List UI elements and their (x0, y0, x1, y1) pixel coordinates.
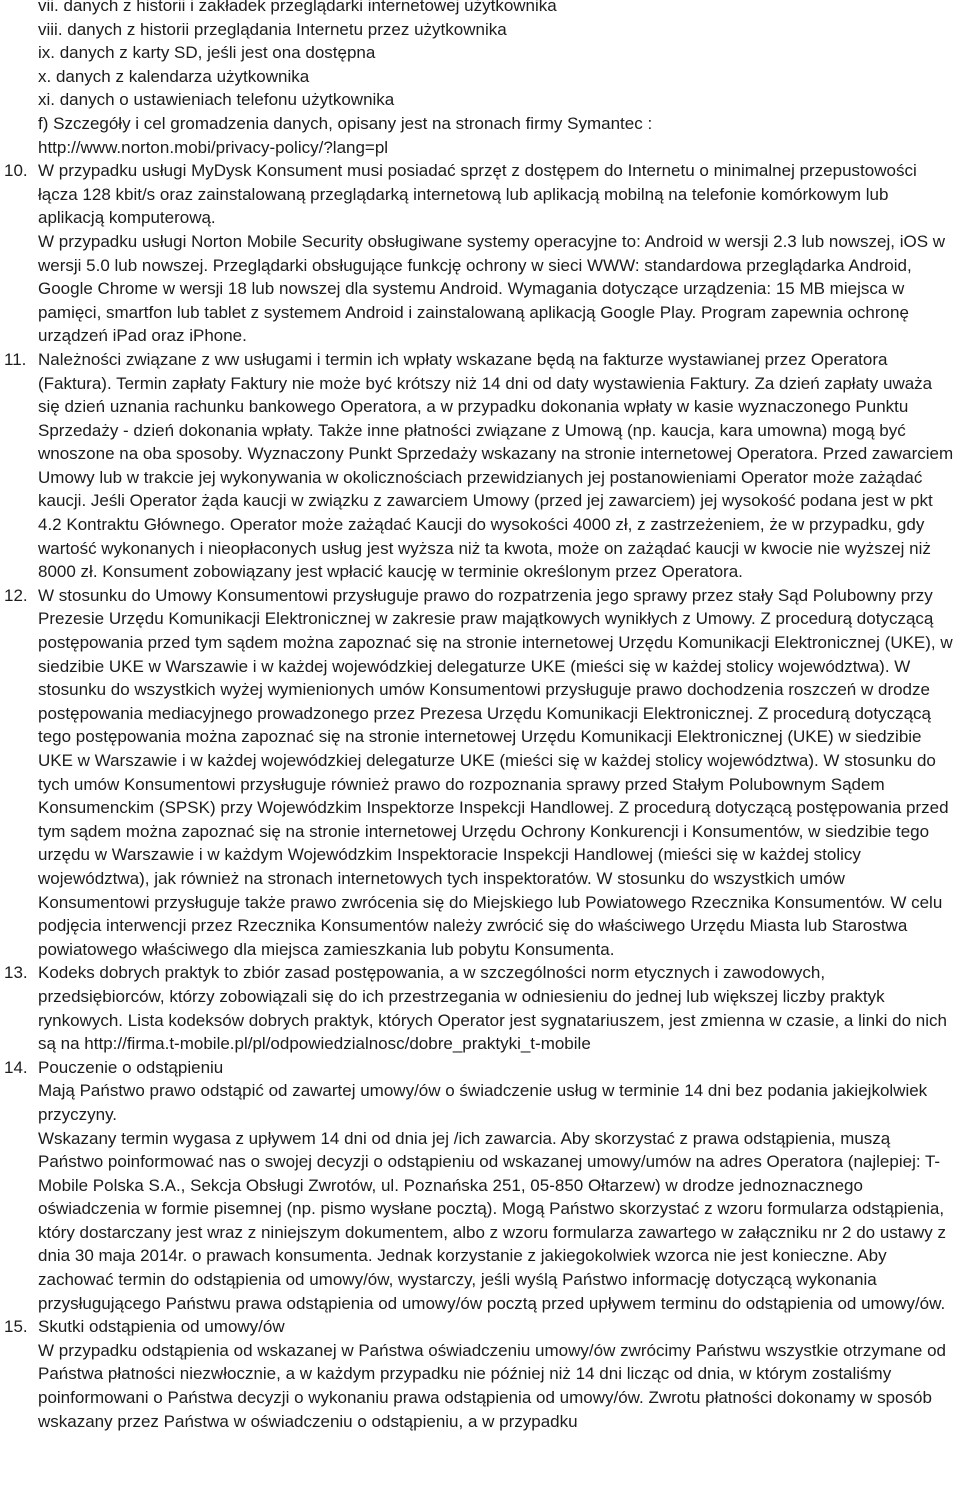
section-number: 12. (4, 585, 28, 605)
paragraph: Mają Państwo prawo odstąpić od zawartej umowy/ów o świadczenie usług w terminie 14 dni bez podania jakiejkolwiek przyczyny. (38, 1081, 928, 1124)
item-f-text: f) Szczegóły i cel gromadzenia danych, opisany jest na stronach firmy Symantec : (38, 113, 653, 133)
list-item: vii. danych z historii i zakładek przeglądarki internetowej użytkownika (38, 0, 557, 15)
section-heading: Pouczenie o odstąpieniu (38, 1057, 224, 1077)
paragraph: W przypadku usługi Norton Mobile Security obsługiwane systemy operacyjne to: Android w wersji 2.3 lub nowszej, iOS w wersji 5.0 lub nowszej. Przeglądarki obsługujące funkcję ochrony w sieci WWW: standardowa przeglądarka Android, Google Chrome w wersji 18 lub nowszej dla systemu Android. Wymagania dotyczące urządzenia: 15 MB miejsca w pamięci, smartfon lub tablet z systemem Android i zainstalowaną aplikacją Google Play. Program zapewnia ochronę urządzeń iPad oraz iPhone. (38, 231, 946, 346)
section-number: 11. (4, 349, 27, 369)
paragraph: Wskazany termin wygasa z upływem 14 dni od dnia jej /ich zawarcia. Aby skorzystać z prawa odstąpienia, muszą Państwo poinformować nas o swojej decyzji o odstąpieniu od wskazanej umowy/umów na adres Operatora (najlepiej: T-Mobile Polska S.A., Sekcja Obsługi Zwrotów, ul. Poznańska 251, 05-850 Ołtarzew) w drodze jednoznacznego oświadczenia w formie pisemnej (np. pismo wysłane pocztą). Mogą Państwo skorzystać z wzoru formularza odstąpienia, który dostarczany jest wraz z niniejszym dokumentem, albo z wzoru formularza zawartego w załączniku nr 2 do ustawy z dnia 30 maja 2014r. o prawach konsumenta. Jednak korzystanie z jakiegokolwiek wzorca nie jest konieczne. Aby zachować termin do odstąpienia od umowy/ów, wystarczy, jeśli wyślą Państwo informację dotyczącą wykonania przysługującego Państwu prawa odstąpienia od umowy/ów pocztą przed upływem terminu do odstąpienia od umowy/ów. (38, 1128, 946, 1313)
paragraph: W przypadku odstąpienia od wskazanej w Państwa oświadczeniu umowy/ów zwrócimy Państwu wszystkie otrzymane od Państwa płatności niezwłocznie, a w każdym przypadku nie później niż 14 dni licząc od dnia, w którym zostaliśmy poinformowani o Państwa decyzji o wykonaniu prawa odstąpienia od umowy/ów. Zwrotu płatności dokonamy w sposób wskazany przez Państwa w oświadczeniu o odstąpieniu, a w przypadku (38, 1340, 946, 1431)
section-number: 13. (4, 963, 28, 983)
section-14 (0, 1056, 960, 1316)
paragraph: Kodeks dobrych praktyk to zbiór zasad postępowania, a w szczególności norm etycznych i zawodowych, przedsiębiorców, którzy zobowiązali się do ich przestrzegania w odniesieniu do jednej lub większej liczby praktyk rynkowych. Lista kodeksów dobrych praktyk, których Operator jest sygnatariuszem, jest zmienna w czasie, a linki do nich są na http://firma.t-mobile.pl/pl/odpowiedzialnosc/dobre_praktyki_t-mobile (38, 963, 947, 1054)
section-13 (0, 961, 960, 1055)
section-10 (0, 159, 960, 348)
section-number: 14. (4, 1057, 28, 1077)
symantec-privacy-url: http://www.norton.mobi/privacy-policy/?lang=pl (38, 137, 389, 157)
paragraph: Należności związane z ww usługami i termin ich wpłaty wskazane będą na fakturze wystawianej przez Operatora (Faktura). Termin zapłaty Faktury nie może być krótszy niż 14 dni od daty wystawienia Faktury. Za dzień zapłaty uważa się dzień uznania rachunku bankowego Operatora, a w przypadku dokonania wpłaty w kasie wyznaczonego Punktu Sprzedaży - dzień dokonania wpłaty. Także inne płatności związane z Umową (np. kaucja, kara umowna) mogą być wnoszone na oba sposoby. Wyznaczony Punkt Sprzedaży wskazany na stronie internetowej Operatora. Przed zawarciem Umowy lub w trakcie jej wykonywania w okolicznościach przewidzianych jej postanowieniami Operator może zażądać kaucji. Jeśli Operator żąda kaucji w związku z zawarciem Umowy (przed jej zawarciem) jej wysokość podana jest w pkt 4.2 Kontraktu Głównego. Operator może zażądać Kaucji do wysokości 4000 zł, z zastrzeżeniem, że w przypadku, gdy wartość wykonanych i nieopłaconych usług jest wyższa niż ta kwota, może on zażądać kaucji w kwocie nie wyższej niż 8000 zł. Konsument zobowiązany jest wpłacić kaucję w terminie określonym przez Operatora. (38, 349, 954, 582)
section-number: 10. (4, 161, 28, 181)
list-item: viii. danych z historii przeglądania Internetu przez użytkownika (38, 19, 507, 39)
section-number: 15. (4, 1317, 28, 1337)
section-11 (0, 348, 960, 584)
list-item: ix. danych z karty SD, jeśli jest ona dostępna (38, 43, 376, 63)
section-12 (0, 584, 960, 962)
paragraph: W stosunku do Umowy Konsumentowi przysługuje prawo do rozpatrzenia jego sprawy przez stały Sąd Polubowny przy Prezesie Urzędu Komunikacji Elektronicznej w zakresie praw majątkowych wynikłych z Umowy. Z procedurą dotyczącą postępowania przed tym sądem można zapoznać się na stronie internetowej Urzędu Komunikacji Elektronicznej (UKE), w siedzibie UKE w Warszawie i w każdej wojewódzkiej delegaturze UKE (mieści się w każdej stolicy województwa). W stosunku do wszystkich wyżej wymienionych umów Konsumentowi przysługuje prawo dochodzenia roszczeń w drodze postępowania mediacyjnego prowadzonego przez Prezesa Urzędu Komunikacji Elektronicznej. Z procedurą dotyczącą tego postępowania można zapoznać się na stronie internetowej Urzędu Komunikacji Elektronicznej (UKE) w siedzibie UKE w Warszawie i w każdej wojewódzkiej delegaturze UKE (mieści się w każdej stolicy województwa). W stosunku do tych umów Konsumentowi przysługuje również prawo do rozpoznania sprawy przed Stałym Polubownym Sądem Konsumenckim (SPSK) przy Wojewódzkim Inspektorze Inspekcji Handlowej. Z procedurą dotyczącą postępowania przed tym sądem można zapoznać się na stronie internetowej Urzędu Ochrony Konkurencji i Konsumentów, w siedzibie tego urzędu w Warszawie i w każdym Wojewódzkim Inspektoracie Inspekcji Handlowej (mieści się w każdej stolicy województwa), jak również na stronach internetowych tych inspektoratów. W stosunku do wszystkich umów Konsumentowi przysługuje także prawo zwrócenia się do Miejskiego lub Powiatowego Rzecznika Konsumentów. W celu podjęcia interwencji przez Rzecznika Konsumentów należy zwrócić się do właściwego Urzędu Miasta lub Starostwa powiatowego właściwego dla miejsca zamieszkania lub pobytu Konsumenta. (38, 585, 953, 959)
list-item: x. danych z kalendarza użytkownika (38, 66, 310, 86)
paragraph: W przypadku usługi MyDysk Konsument musi posiadać sprzęt z dostępem do Internetu o minimalnej przepustowości łącza 128 kbit/s oraz zainstalowaną przeglądarką internetową lub aplikacją mobilną na telefonie komórkowym lub aplikacją komputerową. (38, 161, 917, 228)
list-item: xi. danych o ustawieniach telefonu użytkownika (38, 90, 395, 110)
section-heading: Skutki odstąpienia od umowy/ów (38, 1317, 285, 1337)
section-15 (0, 1315, 960, 1433)
